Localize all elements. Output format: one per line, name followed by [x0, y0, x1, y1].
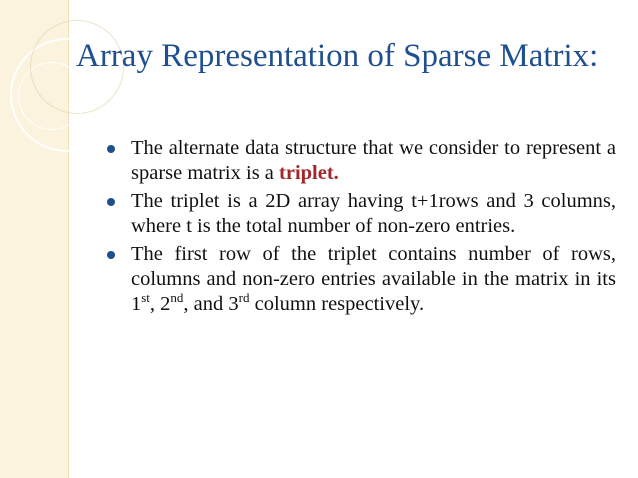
bullet-item-triplet-size [103, 189, 616, 239]
bullet-dot-icon [107, 198, 115, 206]
superscript: rd [238, 290, 250, 306]
superscript: st [141, 290, 150, 306]
bullet-text: , 2 [149, 293, 171, 315]
highlight-term: triplet. [279, 162, 339, 184]
bullet-dot-icon [107, 251, 115, 259]
bullet-text: The triplet is a 2D array having t+1rows and 3 columns, where t is the total number of non-zero entries. [131, 190, 616, 237]
bullet-text: The first row of the triplet contains number of rows, columns and non-zero entries available in the matrix in its 1 [131, 243, 616, 315]
slide-title: Array Representation of Sparse Matrix: [76, 38, 599, 74]
bullet-list [103, 136, 616, 320]
bullet-text: , and 3 [183, 293, 239, 315]
bullet-text: The alternate data structure that we consider to represent a sparse matrix is a [131, 137, 616, 184]
bullet-text: column respectively. [249, 293, 425, 315]
superscript: nd [170, 290, 184, 306]
bullet-item-triplet-definition [103, 136, 616, 186]
bullet-dot-icon [107, 145, 115, 153]
bullet-item-first-row [103, 242, 616, 317]
